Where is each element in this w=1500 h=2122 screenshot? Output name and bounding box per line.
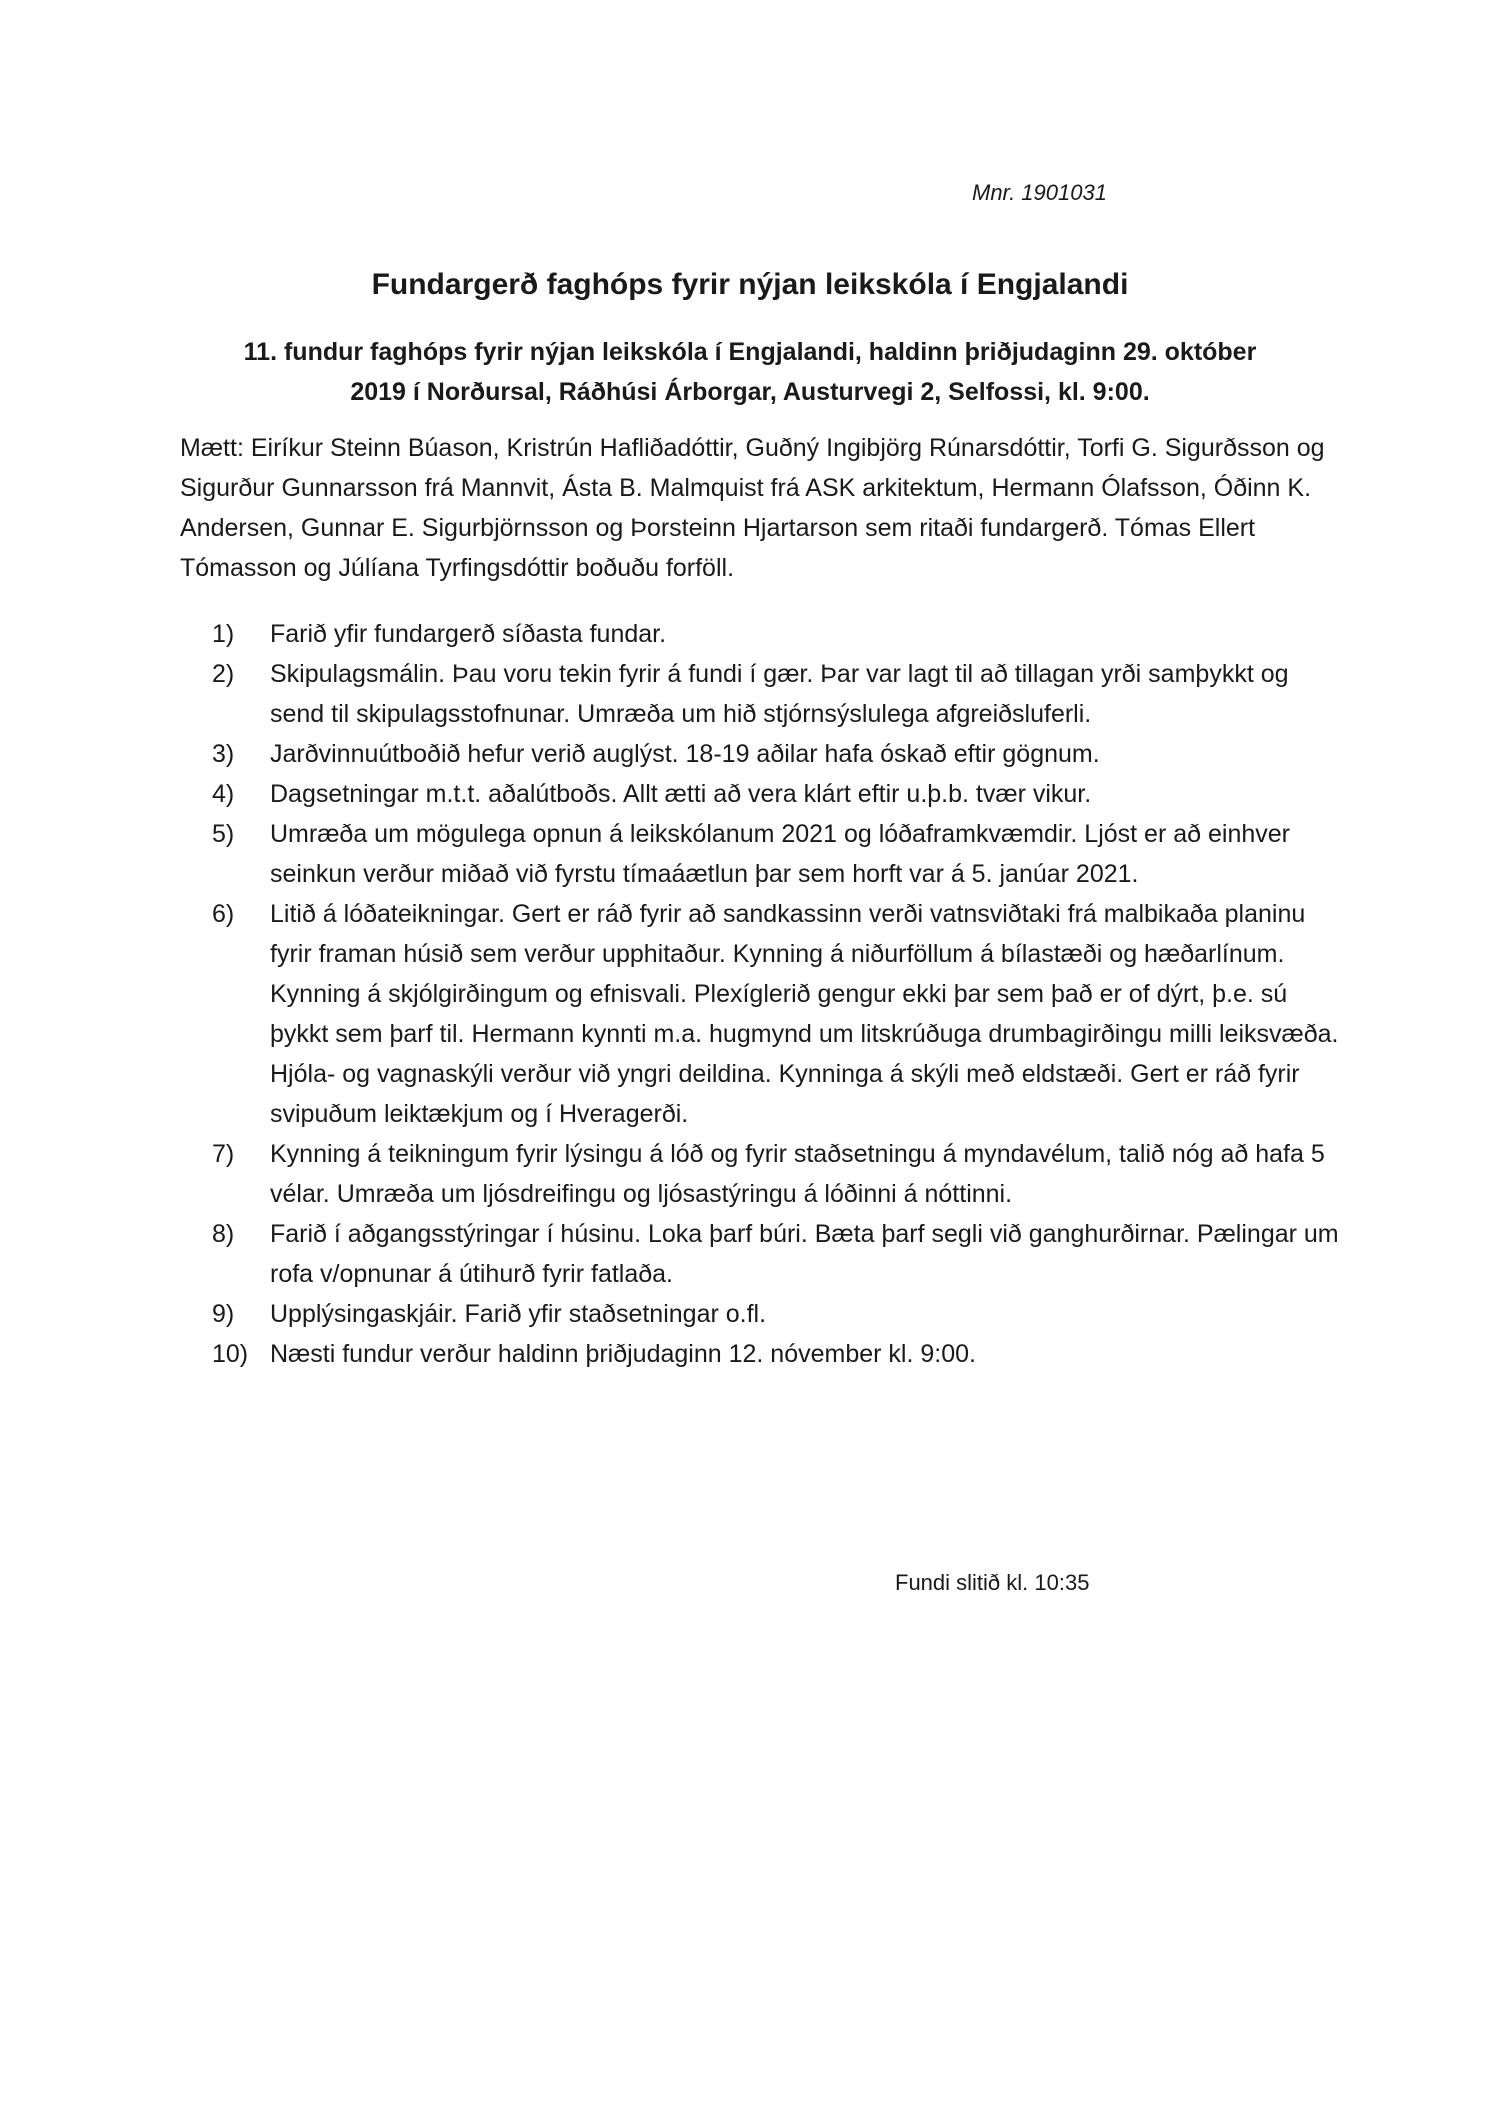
agenda-item	[212, 814, 1342, 894]
agenda-item-number: 7)	[212, 1140, 235, 1168]
agenda-item-number: 6)	[212, 900, 235, 928]
agenda-item-number: 2)	[212, 660, 235, 688]
agenda-item-number: 4)	[212, 780, 235, 808]
agenda-item	[212, 1214, 1342, 1294]
agenda-item	[212, 774, 1342, 814]
agenda-item-number: 3)	[212, 740, 235, 768]
agenda-item-text: Næsti fundur verður haldinn þriðjudaginn 12. nóvember kl. 9:00.	[270, 1340, 976, 1368]
meeting-closing: Fundi slitið kl. 10:35	[895, 1570, 1090, 1595]
agenda-item	[212, 614, 1342, 654]
meeting-subtitle	[180, 332, 1320, 412]
agenda-item	[212, 1134, 1342, 1214]
agenda-item-number: 8)	[212, 1220, 235, 1248]
agenda-item-text: Farið í aðgangsstýringar í húsinu. Loka þarf búri. Bæta þarf segli við ganghurðirnar. Pælingar um rofa v/opnunar á útihurð fyrir fatlaða.	[270, 1220, 1339, 1288]
agenda-item-text: Dagsetningar m.t.t. aðalútboðs. Allt ætti að vera klárt eftir u.þ.b. tvær vikur.	[270, 780, 1092, 808]
agenda-item	[212, 654, 1342, 734]
agenda-item-number: 9)	[212, 1300, 235, 1328]
agenda-item	[212, 1294, 1342, 1334]
agenda-item-number: 5)	[212, 820, 235, 848]
agenda-item-text: Skipulagsmálin. Þau voru tekin fyrir á fundi í gær. Þar var lagt til að tillagan yrði samþykkt og send til skipulagsstofnunar. Umræða um hið stjórnsýslulega afgreiðsluferli.	[270, 660, 1289, 728]
agenda-item-text: Kynning á teikningum fyrir lýsingu á lóð og fyrir staðsetningu á myndavélum, talið nóg að hafa 5 vélar. Umræða um ljósdreifingu og ljósastýringu á lóðinni á nóttinni.	[270, 1140, 1325, 1208]
subtitle-line-1: 11. fundur faghóps fyrir nýjan leikskóla í Engjalandi, haldinn þriðjudaginn 29. október	[243, 338, 1257, 366]
agenda-item-text: Farið yfir fundargerð síðasta fundar.	[270, 620, 667, 648]
reference-number: Mnr. 1901031	[972, 180, 1107, 205]
agenda-item-text: Umræða um mögulega opnun á leikskólanum 2021 og lóðaframkvæmdir. Ljóst er að einhver seinkun verður miðað við fyrstu tímaáætlun þar sem horft var á 5. janúar 2021.	[270, 820, 1290, 888]
agenda-item-number: 1)	[212, 620, 235, 648]
agenda-item-text: Litið á lóðateikningar. Gert er ráð fyrir að sandkassinn verði vatnsviðtaki frá malbikaða planinu fyrir framan húsið sem verður upphitaður. Kynning á niðurföllum á bílastæði og hæðarlínum. Kynning á skjólgirðingum og efnisvali. Plexíglerið gengur ekki þar sem það er of dýrt, þ.e. sú þykkt sem þarf til. Hermann kynnti m.a. hugmynd um litskrúðuga drumbagirðingu milli leiksvæða. Hjóla- og vagnaskýli verður við yngri deildina. Kynninga á skýli með eldstæði. Gert er ráð fyrir svipuðum leiktækjum og í Hveragerði.	[270, 900, 1339, 1128]
attendees-paragraph: Mætt: Eiríkur Steinn Búason, Kristrún Hafliðadóttir, Guðný Ingibjörg Rúnarsdóttir, Torfi G. Sigurðsson og Sigurður Gunnarsson frá Mannvit, Ásta B. Malmquist frá ASK arkitektum, Hermann Ólafsson, Óðinn K. Andersen, Gunnar E. Sigurbjörnsson og Þorsteinn Hjartarson sem ritaði fundargerð. Tómas Ellert Tómasson og Júlíana Tyrfingsdóttir boðuðu forföll.	[180, 434, 1325, 582]
document-title: Fundargerð faghóps fyrir nýjan leikskóla í Engjalandi	[371, 268, 1129, 301]
agenda-item-text: Upplýsingaskjáir. Farið yfir staðsetningar o.fl.	[270, 1300, 767, 1328]
agenda-item-text: Jarðvinnuútboðið hefur verið auglýst. 18-19 aðilar hafa óskað eftir gögnum.	[270, 740, 1100, 768]
agenda-list	[212, 614, 1342, 1374]
subtitle-line-2: 2019 í Norðursal, Ráðhúsi Árborgar, Austurvegi 2, Selfossi, kl. 9:00.	[350, 378, 1150, 406]
agenda-item-number: 10)	[212, 1340, 249, 1368]
agenda-item	[212, 734, 1342, 774]
agenda-item	[212, 894, 1342, 1134]
agenda-item	[212, 1334, 1342, 1374]
